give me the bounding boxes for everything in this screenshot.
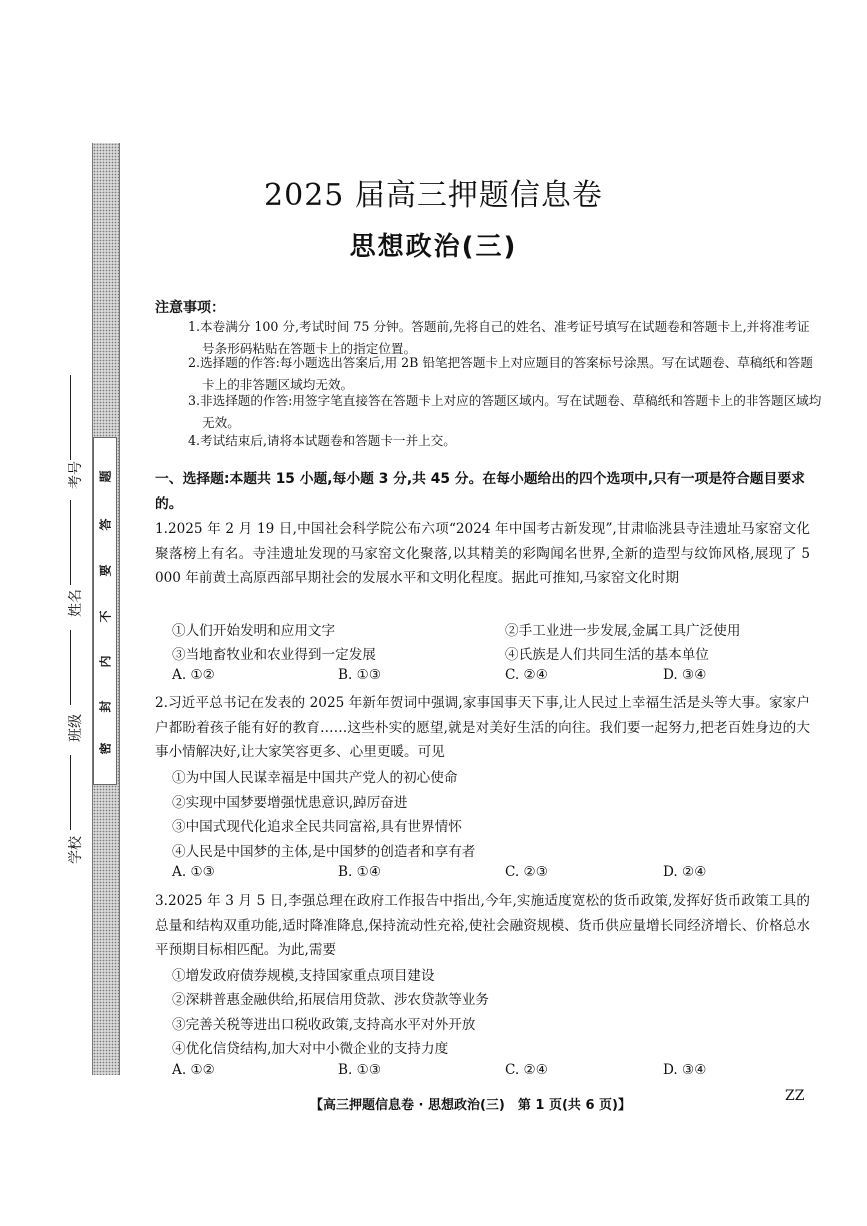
seal-char: 题: [98, 470, 113, 483]
question-stem: 3.2025 年 3 月 5 日,李强总理在政府工作报告中指出,今年,实施适度宽松的货币政策,发挥好货币政策工具的总量和结构双重功能,适时降准降息,保持流动性充裕,使社会融资规模、货币供应量增长同经济增长、价格总水平预期目标相匹配。为此,需要: [155, 893, 810, 958]
choice-a: A. ①③: [172, 864, 215, 880]
statement: ②手工业进一步发展,金属工具广泛使用: [505, 623, 741, 639]
statement: ④优化信贷结构,加大对中小微企业的支持力度: [172, 1041, 449, 1057]
label-exam-number: 考号: [68, 461, 84, 489]
label-name: 姓名: [68, 589, 84, 617]
exam-number-line: [70, 375, 71, 460]
seal-char: 要: [98, 564, 113, 577]
choice-d: D. ③④: [663, 1062, 707, 1078]
question-stem: 2.习近平总书记在发表的 2025 年新年贺词中强调,家事国事天下事,让人民过上幸福生活是头等大事。家家户户都盼着孩子能有好的教育……这些朴实的愿望,就是对美好生活的向往。我们要一起努力,把老百姓身边的大事小情解决好,让大家笑容更多、心里更暖。可见: [155, 695, 810, 760]
seal-char: 内: [98, 655, 113, 668]
name-line: [70, 500, 71, 585]
notice-item: 1.本卷满分 100 分,考试时间 75 分钟。答题前,先将自己的姓名、准考证号填写在试题卷和答题卡上,并将准考证号条形码粘贴在答题卡上的指定位置。: [188, 319, 810, 356]
notice-item: 2.选择题的作答:每小题选出答案后,用 2B 铅笔把答题卡上对应题目的答案标号涂黑。写在试题卷、草稿纸和答题卡上的非答题区域均无效。: [188, 355, 813, 392]
paper-title: 2025 届高三押题信息卷: [264, 178, 603, 213]
choice-c: C. ②③: [505, 864, 548, 880]
paper-subtitle: 思想政治(三): [349, 232, 518, 262]
seal-char: 答: [98, 518, 113, 531]
statement: ②深耕普惠金融供给,拓展信用贷款、涉农贷款等业务: [172, 992, 489, 1008]
choice-a: A. ①②: [172, 667, 215, 683]
seal-char: 密: [98, 742, 113, 755]
seal-char: 不: [98, 610, 113, 623]
statement: ②实现中国梦要增强忧患意识,踔厉奋进: [172, 795, 408, 811]
choice-d: D. ③④: [663, 667, 707, 683]
section-heading: 一、选择题:本题共 15 小题,每小题 3 分,共 45 分。在每小题给出的四个选项中,只有一项是符合题目要求的。: [155, 471, 805, 512]
statement: ④氏族是人们共同生活的基本单位: [505, 647, 709, 663]
page-footer: 【高三押题信息卷 · 思想政治(三) 第 1 页(共 6 页)】: [310, 1098, 631, 1113]
choice-b: B. ①④: [338, 864, 382, 880]
notice-item: 4.考试结束后,请将本试题卷和答题卡一并上交。: [188, 433, 456, 448]
statement: ③中国式现代化追求全民共同富裕,具有世界情怀: [172, 819, 462, 835]
statement: ①人们开始发明和应用文字: [172, 623, 336, 639]
seal-char: 封: [98, 700, 113, 713]
notice-item: 3.非选择题的作答:用签字笔直接答在答题卡上对应的答题区域内。写在试题卷、草稿纸和答题卡上的非答题区域均无效。: [188, 393, 822, 430]
choice-c: C. ②④: [505, 1062, 548, 1078]
school-line: [70, 755, 71, 830]
statement: ①增发政府债券规模,支持国家重点项目建设: [172, 968, 435, 984]
label-class: 班级: [68, 714, 84, 742]
question-stem: 1.2025 年 2 月 19 日,中国社会科学院公布六项“2024 年中国考古新发现”,甘肃临洮县寺洼遗址马家窑文化聚落榜上有名。寺洼遗址发现的马家窑文化聚落,以其精美的彩陶闻名世界,全新的造型与纹饰风格,展现了 5 000 年前黄土高原西部早期社会的发展水平和文明化程度。据此可推知,马家窑文化时期: [155, 521, 810, 586]
choice-b: B. ①③: [338, 667, 382, 683]
class-line: [70, 630, 71, 705]
label-school: 学校: [68, 836, 84, 864]
choice-c: C. ②④: [505, 667, 548, 683]
paper-code: ZZ: [785, 1088, 805, 1104]
statement: ③当地畜牧业和农业得到一定发展: [172, 647, 376, 663]
choice-a: A. ①②: [172, 1062, 215, 1078]
seal-line-box: [93, 437, 117, 785]
statement: ④人民是中国梦的主体,是中国梦的创造者和享有者: [172, 844, 476, 860]
statement: ①为中国人民谋幸福是中国共产党人的初心使命: [172, 770, 458, 786]
notice-heading: 注意事项：: [155, 300, 225, 316]
choice-b: B. ①③: [338, 1062, 382, 1078]
choice-d: D. ②④: [663, 864, 707, 880]
statement: ③完善关税等进出口税收政策,支持高水平对外开放: [172, 1017, 476, 1033]
